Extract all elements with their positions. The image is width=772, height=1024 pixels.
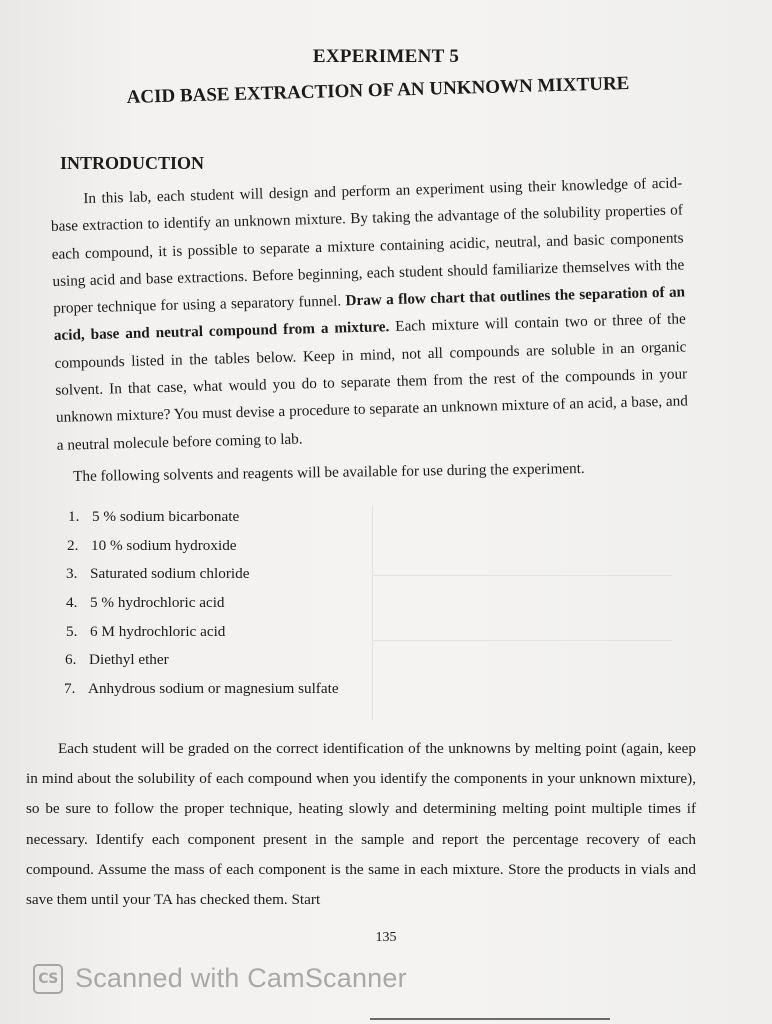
list-text: 5 % sodium bicarbonate [92, 508, 240, 525]
list-number: 6. [65, 651, 77, 669]
show-through-rule [372, 575, 672, 577]
intro-text-1: In this lab, each student will design and perform an experiment using their knowledge of acid-base extraction to identify an unknown mixture. By taking the advantage of the solubility properties of each compound, it is possible to separate a mixture containing acidic, neutral, and basic components using acid and base extractions. Before beginning, each student should familiarize themselves with the proper technique for using a separatory funnel. [50, 174, 685, 318]
intro-bold-instruction: Draw a flow chart that outlines the separation of an acid, base and neutral compound from a mixture. [53, 283, 686, 345]
list-text: 5 % hydrochloric acid [90, 594, 225, 612]
list-text: Saturated sodium chloride [90, 565, 250, 583]
reagent-list [66, 503, 339, 704]
camscanner-watermark [33, 963, 407, 994]
introduction-paragraph [50, 169, 689, 458]
introduction-heading: INTRODUCTION [60, 153, 205, 173]
list-text: 6 M hydrochloric acid [90, 622, 226, 640]
grading-paragraph: Each student will be graded on the correct identification of the unknowns by melting point (again, keep in mind about the solubility of each compound when you identify the components in your unknown mixture), so be sure to follow the proper technique, heating slowly and determining melting point multiple times if necessary. Identify each component present in the sample and report the percentage recovery of each compound. Assume the mass of each component is the same in each mixture. Store the products in vials and save them until your TA has checked them. Start [26, 740, 696, 909]
list-number: 1. [68, 508, 80, 525]
page-edge-line [370, 1018, 610, 1020]
list-number: 5. [66, 622, 78, 640]
list-text: Diethyl ether [89, 651, 169, 669]
list-text: 10 % sodium hydroxide [91, 536, 237, 554]
list-item [66, 560, 339, 589]
list-item [64, 675, 339, 704]
list-item [65, 646, 339, 675]
list-item [66, 618, 339, 647]
page-number: 135 [375, 930, 397, 945]
list-item [67, 532, 339, 561]
list-number: 2. [67, 536, 79, 554]
camscanner-logo-icon: CS [33, 964, 63, 994]
list-text: Anhydrous sodium or magnesium sulfate [88, 680, 339, 698]
list-item [66, 589, 339, 618]
list-number: 7. [64, 680, 76, 698]
experiment-number: EXPERIMENT 5 [312, 46, 460, 67]
list-number: 3. [66, 565, 78, 583]
reagents-intro: The following solvents and reagents will be available for use during the experiment. [73, 459, 585, 485]
intro-text-2: Each mixture will contain two or three of the compounds listed in the tables below. Keep in mind, not all compounds are soluble in an organic solvent. In that case, what would you do to separate them from the rest of the compounds in your unknown mixture? You must devise a procedure to separate an unknown mixture of an acid, a base, and a neutral molecule before coming to lab. [54, 310, 689, 454]
show-through-rule [372, 640, 672, 642]
experiment-title: ACID BASE EXTRACTION OF AN UNKNOWN MIXTURE [126, 72, 630, 109]
camscanner-text: Scanned with CamScanner [75, 963, 407, 993]
show-through-rule [372, 505, 374, 720]
list-item [68, 503, 339, 532]
list-number: 4. [66, 594, 78, 612]
